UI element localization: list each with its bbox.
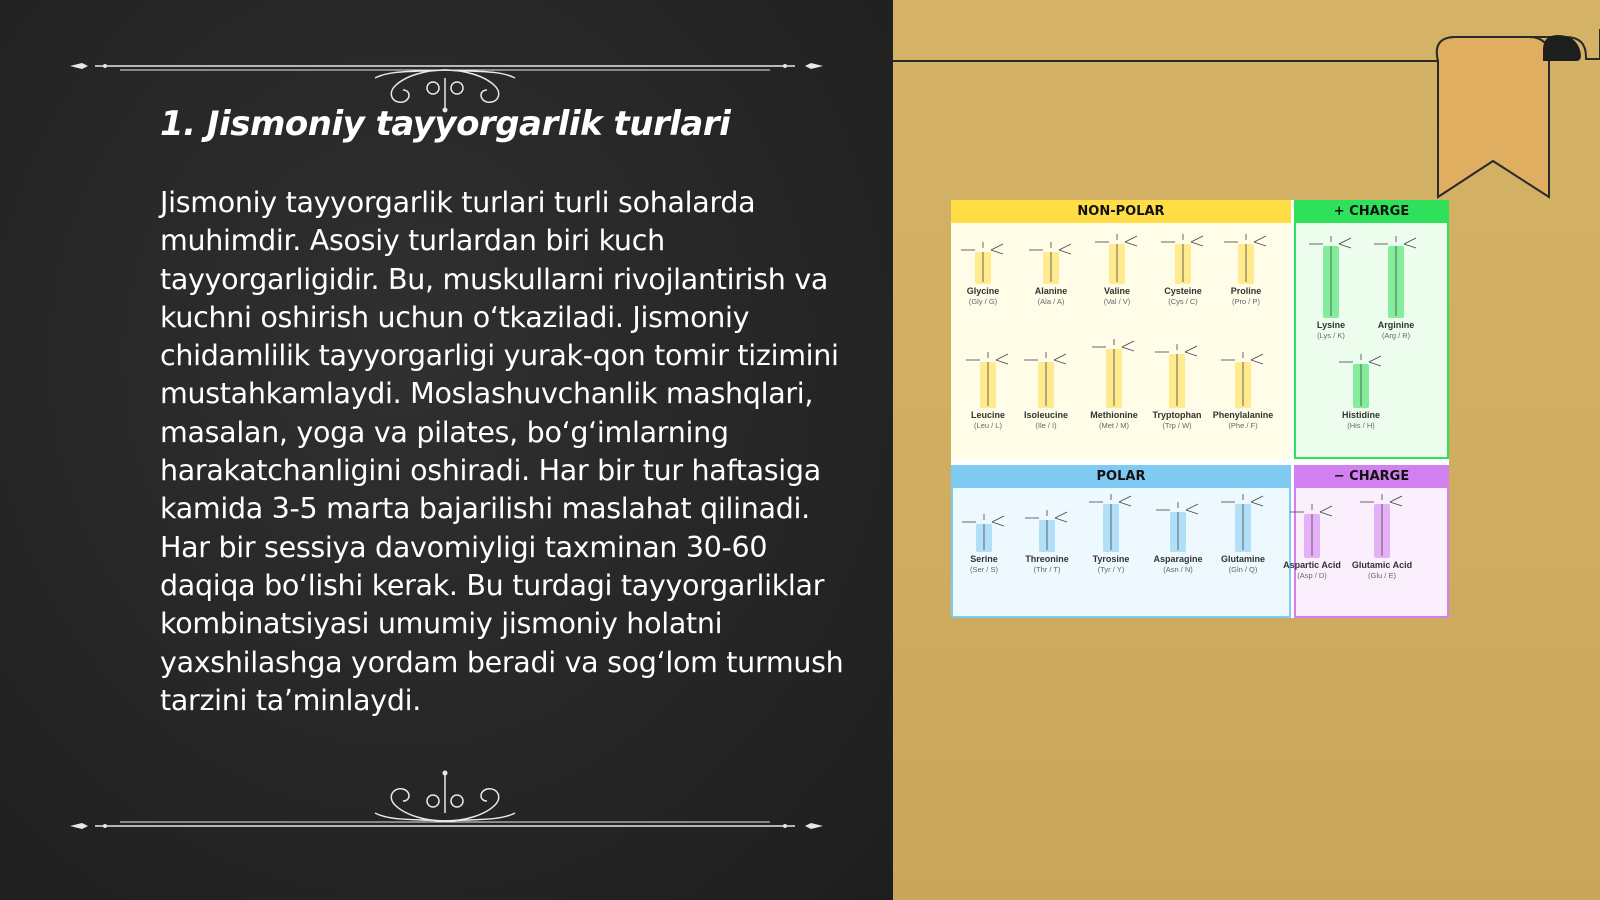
group-header: NON-POLAR (951, 200, 1291, 223)
amino-acid-name: Valine (1103, 286, 1130, 296)
amino-acid-leucine (955, 348, 1021, 431)
amino-acid-name: Arginine (1377, 320, 1415, 330)
amino-acid-abbreviation: (Phe / F) (1228, 421, 1258, 430)
molecule-structure-icon (1147, 340, 1207, 410)
amino-acid-abbreviation: (Gly / G) (968, 297, 998, 306)
amino-acid-name: Methionine (1090, 410, 1138, 420)
amino-acid-serine (951, 510, 1017, 575)
molecule-structure-icon (1331, 350, 1391, 410)
molecule-structure-icon (1216, 230, 1276, 286)
group-header: POLAR (951, 465, 1291, 488)
amino-acid-name: Cysteine (1164, 286, 1202, 296)
amino-acid-name: Serine (970, 554, 998, 564)
amino-acid-abbreviation: (Lys / K) (1317, 331, 1345, 340)
molecule-structure-icon (1153, 230, 1213, 286)
amino-acid-abbreviation: (Pro / P) (1232, 297, 1260, 306)
amino-acid-histidine (1328, 350, 1394, 431)
molecule-structure-icon (954, 510, 1014, 554)
molecule-structure-icon (1087, 230, 1147, 286)
molecule-structure-icon (953, 238, 1013, 286)
amino-acid-abbreviation: (Glu / E) (1368, 571, 1396, 580)
amino-acid-valine (1084, 230, 1150, 307)
amino-acid-name: Aspartic Acid (1283, 560, 1341, 570)
amino-acid-abbreviation: (Cys / C) (1168, 297, 1198, 306)
molecule-structure-icon (1213, 490, 1273, 554)
amino-acid-tryptophan (1144, 340, 1210, 431)
amino-acid-name: Asparagine (1153, 554, 1203, 564)
amino-acid-methionine (1081, 335, 1147, 431)
amino-acid-name: Glycine (966, 286, 1000, 296)
amino-acid-name: Tryptophan (1152, 410, 1202, 420)
amino-acid-proline (1213, 230, 1279, 307)
amino-acid-abbreviation: (Met / M) (1099, 421, 1129, 430)
amino-acid-cysteine (1150, 230, 1216, 307)
amino-acid-abbreviation: (Asp / D) (1297, 571, 1327, 580)
amino-acid-abbreviation: (Thr / T) (1033, 565, 1061, 574)
amino-acid-chart (951, 200, 1449, 618)
amino-acid-name: Phenylalanine (1212, 410, 1274, 420)
amino-acid-arginine (1363, 232, 1429, 341)
amino-acid-name: Leucine (970, 410, 1005, 420)
amino-acid-name: Glutamic Acid (1351, 560, 1413, 570)
amino-acid-glycine (950, 238, 1016, 307)
molecule-structure-icon (1017, 506, 1077, 554)
amino-acid-abbreviation: (Ser / S) (970, 565, 998, 574)
molecule-structure-icon (1021, 238, 1081, 286)
bottom-ornament-icon (0, 765, 893, 840)
molecule-structure-icon (1148, 498, 1208, 554)
molecule-structure-icon (1081, 490, 1141, 554)
amino-acid-abbreviation: (Leu / L) (974, 421, 1002, 430)
amino-acid-glutamic-acid (1349, 490, 1415, 581)
amino-acid-abbreviation: (Asn / N) (1163, 565, 1193, 574)
bookmark-ribbon-icon (893, 0, 1600, 210)
molecule-structure-icon (1016, 348, 1076, 410)
amino-acid-abbreviation: (Trp / W) (1162, 421, 1192, 430)
molecule-structure-icon (1213, 348, 1273, 410)
amino-acid-name: Lysine (1316, 320, 1346, 330)
amino-acid-phenylalanine (1210, 348, 1276, 431)
amino-acid-abbreviation: (His / H) (1347, 421, 1375, 430)
amino-acid-abbreviation: (Ala / A) (1037, 297, 1065, 306)
amino-acid-isoleucine (1013, 348, 1079, 431)
amino-acid-abbreviation: (Ile / I) (1035, 421, 1057, 430)
amino-acid-name: Proline (1230, 286, 1262, 296)
amino-acid-abbreviation: (Gln / Q) (1228, 565, 1258, 574)
amino-acid-name: Alanine (1034, 286, 1068, 296)
group-header: − CHARGE (1294, 465, 1449, 488)
amino-acid-name: Glutamine (1220, 554, 1265, 564)
amino-acid-threonine (1014, 506, 1080, 575)
amino-acid-abbreviation: (Tyr / Y) (1097, 565, 1125, 574)
amino-acid-asparagine (1145, 498, 1211, 575)
amino-acid-tyrosine (1078, 490, 1144, 575)
amino-acid-abbreviation: (Arg / R) (1381, 331, 1411, 340)
molecule-structure-icon (1282, 500, 1342, 560)
amino-acid-lysine (1298, 232, 1364, 341)
amino-acid-abbreviation: (Val / V) (1103, 297, 1131, 306)
amino-acid-name: Threonine (1025, 554, 1069, 564)
amino-acid-aspartic-acid (1279, 500, 1345, 581)
molecule-structure-icon (1352, 490, 1412, 560)
slide-body-text: Jismoniy tayyorgarlik turlari turli sohalarda muhimdir. Asosiy turlardan biri kuch tayyorgarligidir. Bu, muskullarni rivojlantirish va kuchni oshirish uchun oʻtkaziladi. Jismoniy chidamlilik tayyorgarligi yurak-qon tomir tizimini mustahkamlaydi. Moslashuvchanlik mashqlari, masalan, yoga va pilates, boʻgʻimlarning harakatchanligini oshiradi. Har bir tur haftasiga kamida 3-5 marta bajarilishi maslahat qilinadi. Har bir sessiya davomiyligi taxminan 30-60 daqiqa boʻlishi kerak. Bu turdagi tayyorgarliklar kombinatsiyasi umumiy jismoniy holatni yaxshilashga yordam beradi va sogʻlom turmush tarzini taʼminlaydi. (160, 186, 844, 717)
amino-acid-name: Tyrosine (1092, 554, 1130, 564)
molecule-structure-icon (1301, 232, 1361, 320)
amino-acid-name: Histidine (1341, 410, 1380, 420)
molecule-structure-icon (958, 348, 1018, 410)
molecule-structure-icon (1366, 232, 1426, 320)
amino-acid-alanine (1018, 238, 1084, 307)
amino-acid-glutamine (1210, 490, 1276, 575)
amino-acid-name: Isoleucine (1023, 410, 1068, 420)
slide-title: 1. Jismoniy tayyorgarlik turlari (160, 104, 731, 144)
group-header: + CHARGE (1294, 200, 1449, 223)
molecule-structure-icon (1084, 335, 1144, 410)
